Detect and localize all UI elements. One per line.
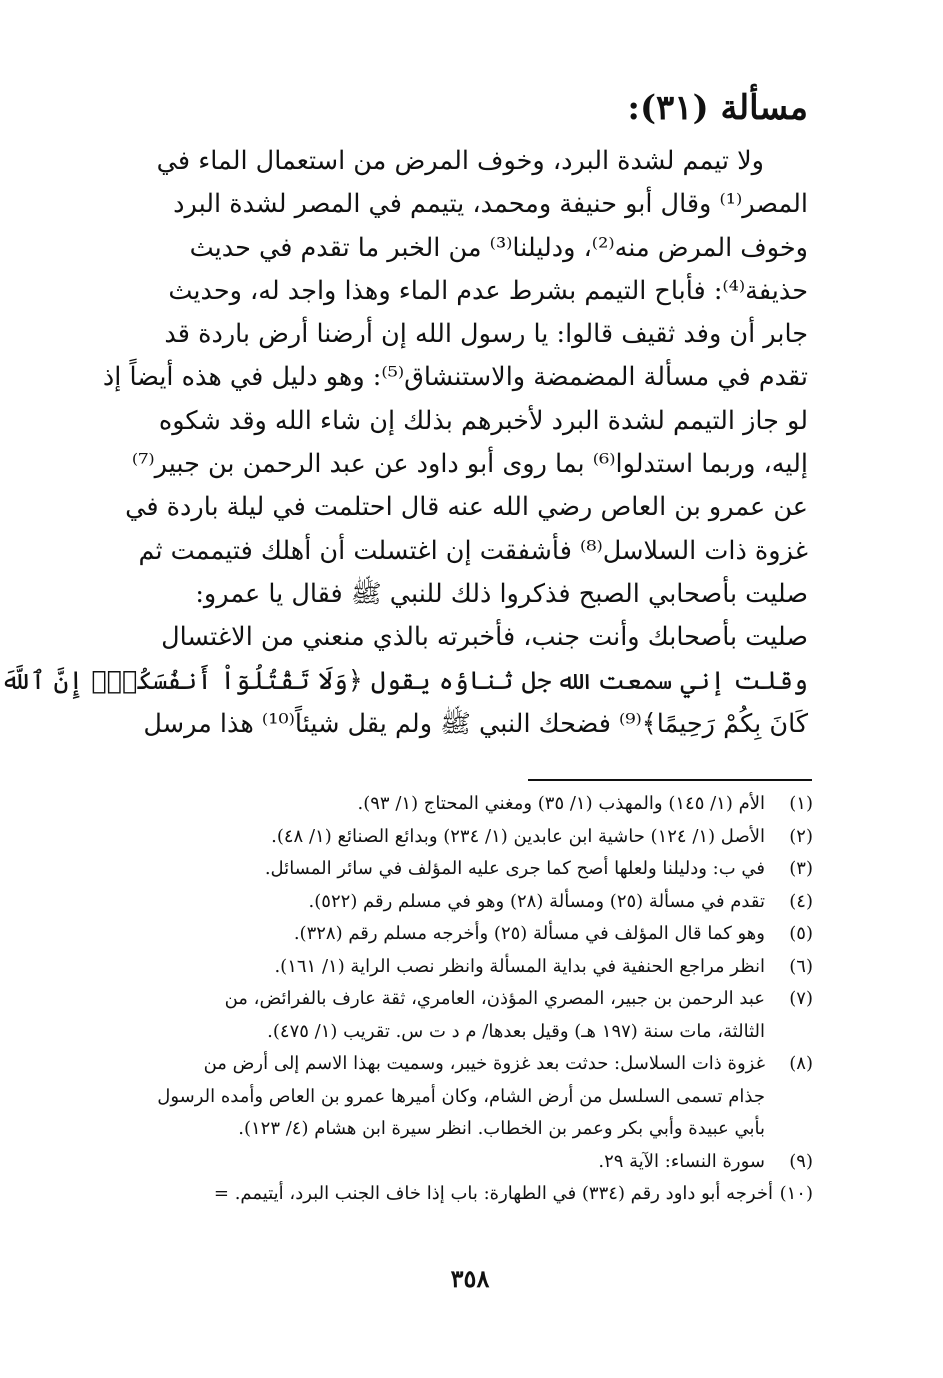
- footnote: [123, 788, 813, 821]
- footnote-text: انظر مراجع الحنفية في بداية المسألة وانظر نصب الراية (١/ ١٦١).: [274, 955, 765, 977]
- footnote-divider: [528, 779, 812, 781]
- footnote-text: جذام تسمى السلسل من أرض الشام، وكان أميرها عمرو بن العاص وأمده الرسول: [157, 1085, 765, 1107]
- footnote-number: (٩): [789, 1150, 813, 1172]
- text-line: وخوف المرض منه⁽²⁾، ودليلنا⁽³⁾ من الخبر ما تقدم في حديث: [189, 232, 808, 263]
- footnote: [123, 1048, 813, 1146]
- footnote-text: تقدم في مسألة (٢٥) ومسألة (٢٨) وهو في مسلم رقم (٥٢٢).: [308, 890, 765, 912]
- main-text: [0, 140, 808, 746]
- footnote: [123, 821, 813, 854]
- footnote-text: أخرجه أبو داود رقم (٣٣٤) في الطهارة: باب إذا خاف الجنب البرد، أيتيمم. =: [213, 1183, 773, 1204]
- text-line: غزوة ذات السلاسل⁽⁸⁾ فأشفقت إن اغتسلت أن أهلك فتيممت ثم: [138, 535, 808, 566]
- footnote-text: الأم (١/ ١٤٥) والمهذب (١/ ٣٥) ومغني المحتاج (١/ ٩٣).: [357, 793, 765, 814]
- footnote-number: (٧): [789, 988, 813, 1009]
- footnote: [123, 853, 813, 886]
- footnote-text: سورة النساء: الآية ٢٩.: [598, 1150, 765, 1172]
- footnote-text: وهو كما قال المؤلف في مسألة (٢٥) وأخرجه مسلم رقم (٣٢٨).: [293, 923, 765, 944]
- footnote-number: (١٠): [779, 1183, 813, 1204]
- footnote-number: (٣): [789, 858, 813, 879]
- footnotes: [123, 788, 813, 1211]
- footnote-number: (٥): [789, 923, 813, 944]
- footnote-text: بأبي عبيدة وأبي بكر وعمر بن الخطاب. انظر سيرة ابن هشام (٤/ ١٢٣).: [238, 1118, 765, 1139]
- text-line: صليت بأصحابي الصبح فذكروا ذلك للنبي ﷺ فقال يا عمرو:: [195, 578, 808, 609]
- page-number: ٣٥٨: [450, 1264, 490, 1293]
- footnote-text: الأصل (١/ ١٢٤) حاشية ابن عابدين (١/ ٢٣٤) وبدائع الصنائع (١/ ٤٨).: [271, 825, 765, 847]
- footnote-number: (٦): [789, 955, 813, 977]
- footnote: [123, 1178, 813, 1211]
- text-line: حذيفة⁽⁴⁾: فأباح التيمم بشرط عدم الماء وهذا واجد له، وحديث: [168, 275, 808, 306]
- footnote: [123, 1146, 813, 1179]
- text-line: كَانَ بِكُمْ رَحِيمًا﴾⁽⁹⁾ فضحك النبي ﷺ ولم يقل شيئاً⁽¹⁰⁾ هذا مرسل: [143, 708, 808, 739]
- text-line: عن عمرو بن العاص رضي الله عنه قال احتلمت في ليلة باردة في: [125, 492, 808, 523]
- text-line: لو جاز التيمم لشدة البرد لأخبرهم بذلك إن شاء الله وقد شكوه: [158, 405, 808, 436]
- text-line: صليت بأصحابك وأنت جنب، فأخبرته بالذي منعني من الاغتسال: [161, 622, 808, 653]
- text-line: إليه، وربما استدلوا⁽⁶⁾ بما روى أبو داود عن عبد الرحمن بن جبير⁽⁷⁾: [131, 449, 808, 480]
- footnote-text: غزوة ذات السلاسل: حدثت بعد غزوة خيبر، وسميت بهذا الاسم إلى أرض من: [203, 1053, 765, 1074]
- footnote-text: في ب: ودليلنا ولعلها أصح كما جرى عليه المؤلف في سائر المسائل.: [264, 858, 765, 879]
- footnote-number: (٢): [789, 825, 813, 847]
- text-line: وقلت إني سمعت الله جل ثناؤه يقول ﴿وَلَا تَقْتُلُوٓاْ أَنفُسَكُمْۚ إِنَّ ٱللَّهَ: [0, 665, 808, 696]
- footnote-text: الثالثة، مات سنة (١٩٧ هـ) وقيل بعدها/ م د ت س. تقريب (١/ ٤٧٥).: [267, 1020, 765, 1042]
- issue-heading: مسألة (٣١):: [627, 88, 808, 128]
- footnote-number: (١): [789, 793, 813, 814]
- footnote: [123, 886, 813, 919]
- text-line: جابر أن وفد ثقيف قالوا: يا رسول الله إن أرضنا أرض باردة قد: [164, 319, 808, 350]
- footnote: [123, 983, 813, 1048]
- footnote: [123, 918, 813, 951]
- footnote-number: (٤): [789, 890, 813, 912]
- footnote-number: (٨): [789, 1053, 813, 1074]
- text-line: المصر⁽¹⁾ وقال أبو حنيفة ومحمد، يتيمم في المصر لشدة البرد: [173, 189, 808, 220]
- footnote: [123, 951, 813, 984]
- footnote-text: عبد الرحمن بن جبير، المصري المؤذن، العامري، ثقة عارف بالفرائض، من: [224, 988, 765, 1009]
- text-line: ولا تيمم لشدة البرد، وخوف المرض من استعمال الماء في: [156, 146, 764, 176]
- text-line: تقدم في مسألة المضمضة والاستنشاق⁽⁵⁾: وهو دليل في هذه أيضاً إذ: [102, 362, 808, 393]
